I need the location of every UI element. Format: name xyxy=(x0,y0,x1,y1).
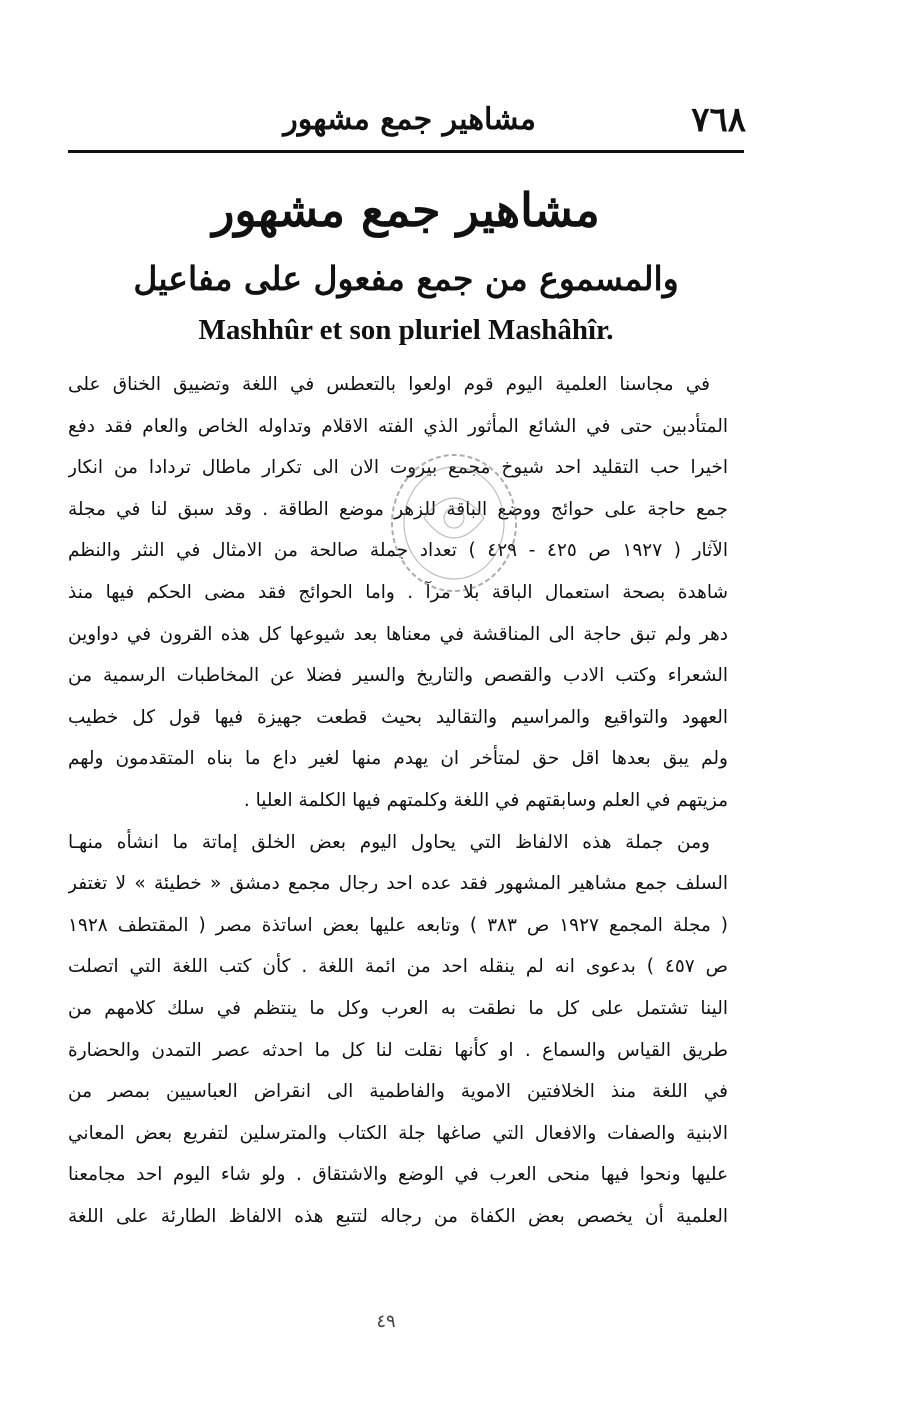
body-line: طريق القياس والسماع . او كأنها نقلت لنا كل ما احدثه عصر التمدن والحضارة xyxy=(68,1039,728,1061)
body-line: الينا تشتمل على كل ما نطقت به العرب وكل ما ينتظم في سلك كلامهم من xyxy=(68,997,728,1019)
body-line: الآثار ( ١٩٢٧ ص ٤٢٥ - ٤٢٩ ) تعداد جملة صالحة من الامثال في النثر والنظم xyxy=(68,540,728,562)
body-line: الشعراء وكتب الادب والقصص والتاريخ والسير فضلا عن المخاطبات الرسمية من xyxy=(68,665,728,687)
body-line: ( مجلة المجمع ١٩٢٧ ص ٣٨٣ ) وتابعه عليها بعض اساتذة مصر ( المقتطف ١٩٢٨ xyxy=(68,914,728,936)
article-body xyxy=(68,364,728,1237)
body-line: ولم يبق بعدها اقل حق لمتأخر ان يهدم منها لغير داع ما بناه المتقدمون ولهم xyxy=(68,748,728,770)
body-line: في مجاسنا العلمية اليوم قوم اولعوا بالتعطس في اللغة وتضييق الخناق على xyxy=(68,374,710,395)
body-line: دهر ولم تبق حاجة الى المناقشة في معناها بعد شيوعها كل هذه القرون في دواوين xyxy=(68,623,728,645)
body-line: ص ٤٥٧ ) بدعوى انه لم ينقله احد من ائمة اللغة . كأن كتب اللغة التي اتصلت xyxy=(68,956,728,978)
body-line: العهود والتواقيع والمراسيم والتقاليد بحيث قطعت جهيزة فيها قول كل خطيب xyxy=(68,706,728,728)
body-line: عليها ونحوا فيها منحى العرب في الوضع والاشتقاق . ولو شاء اليوم احد مجامعنا xyxy=(68,1164,728,1186)
body-line: في اللغة منذ الخلافتين الاموية والفاطمية الى انقراض العباسيين بمصر من xyxy=(68,1081,728,1103)
folio-mark: ٤٩ xyxy=(376,1311,396,1332)
body-line: الابنية والصفات والافعال التي صاغها جلة الكتاب والمترسلين لتفريع بعض المعاني xyxy=(68,1122,728,1144)
article-subtitle: والمسموع من جمع مفعول على مفاعيل xyxy=(133,259,679,298)
header-rule xyxy=(68,150,744,153)
body-line: جمع حاجة على حوائج ووضع الباقة للزهر موضع الطاقة . وقد سبق لنا في مجلة xyxy=(68,498,728,520)
body-line: ومن جملة هذه الالفاظ التي يحاول اليوم بعض الخلق إماتة ما انشأه منهـا xyxy=(68,831,710,853)
body-line: المتأدبين حتى في الشائع المأثور الذي الفته الاقلام وتداوله الخاص والعام فقد دفع xyxy=(68,415,728,437)
latin-title: Mashhûr et son pluriel Mashâhîr. xyxy=(198,314,614,346)
body-line: اخيرا حب التقليد احد شيوخ مجمع بيروت الان الى تكرار ماطال تردادا من انكار xyxy=(68,457,728,479)
article-title: مشاهير جمع مشهور xyxy=(212,183,600,237)
running-title: مشاهير جمع مشهور xyxy=(283,102,536,137)
body-line: مزيتهم في العلم وسابقتهم في اللغة وكلمتهم فيها الكلمة العليا . xyxy=(243,789,728,811)
body-line: شاهدة بصحة استعمال الباقة بلا مرآ . واما الحوائج فقد مضى الحكم فيها منذ xyxy=(68,581,728,603)
running-header xyxy=(68,98,746,146)
page-number: ٧٦٨ xyxy=(691,100,746,140)
body-line: العلمية أن يخصص بعض الكفاة من رجاله لتتبع هذه الالفاظ الطارئة على اللغة xyxy=(68,1205,728,1227)
body-line: السلف جمع مشاهير المشهور فقد عده احد رجال مجمع دمشق « خطيئة » لا تغتفر xyxy=(68,873,728,895)
